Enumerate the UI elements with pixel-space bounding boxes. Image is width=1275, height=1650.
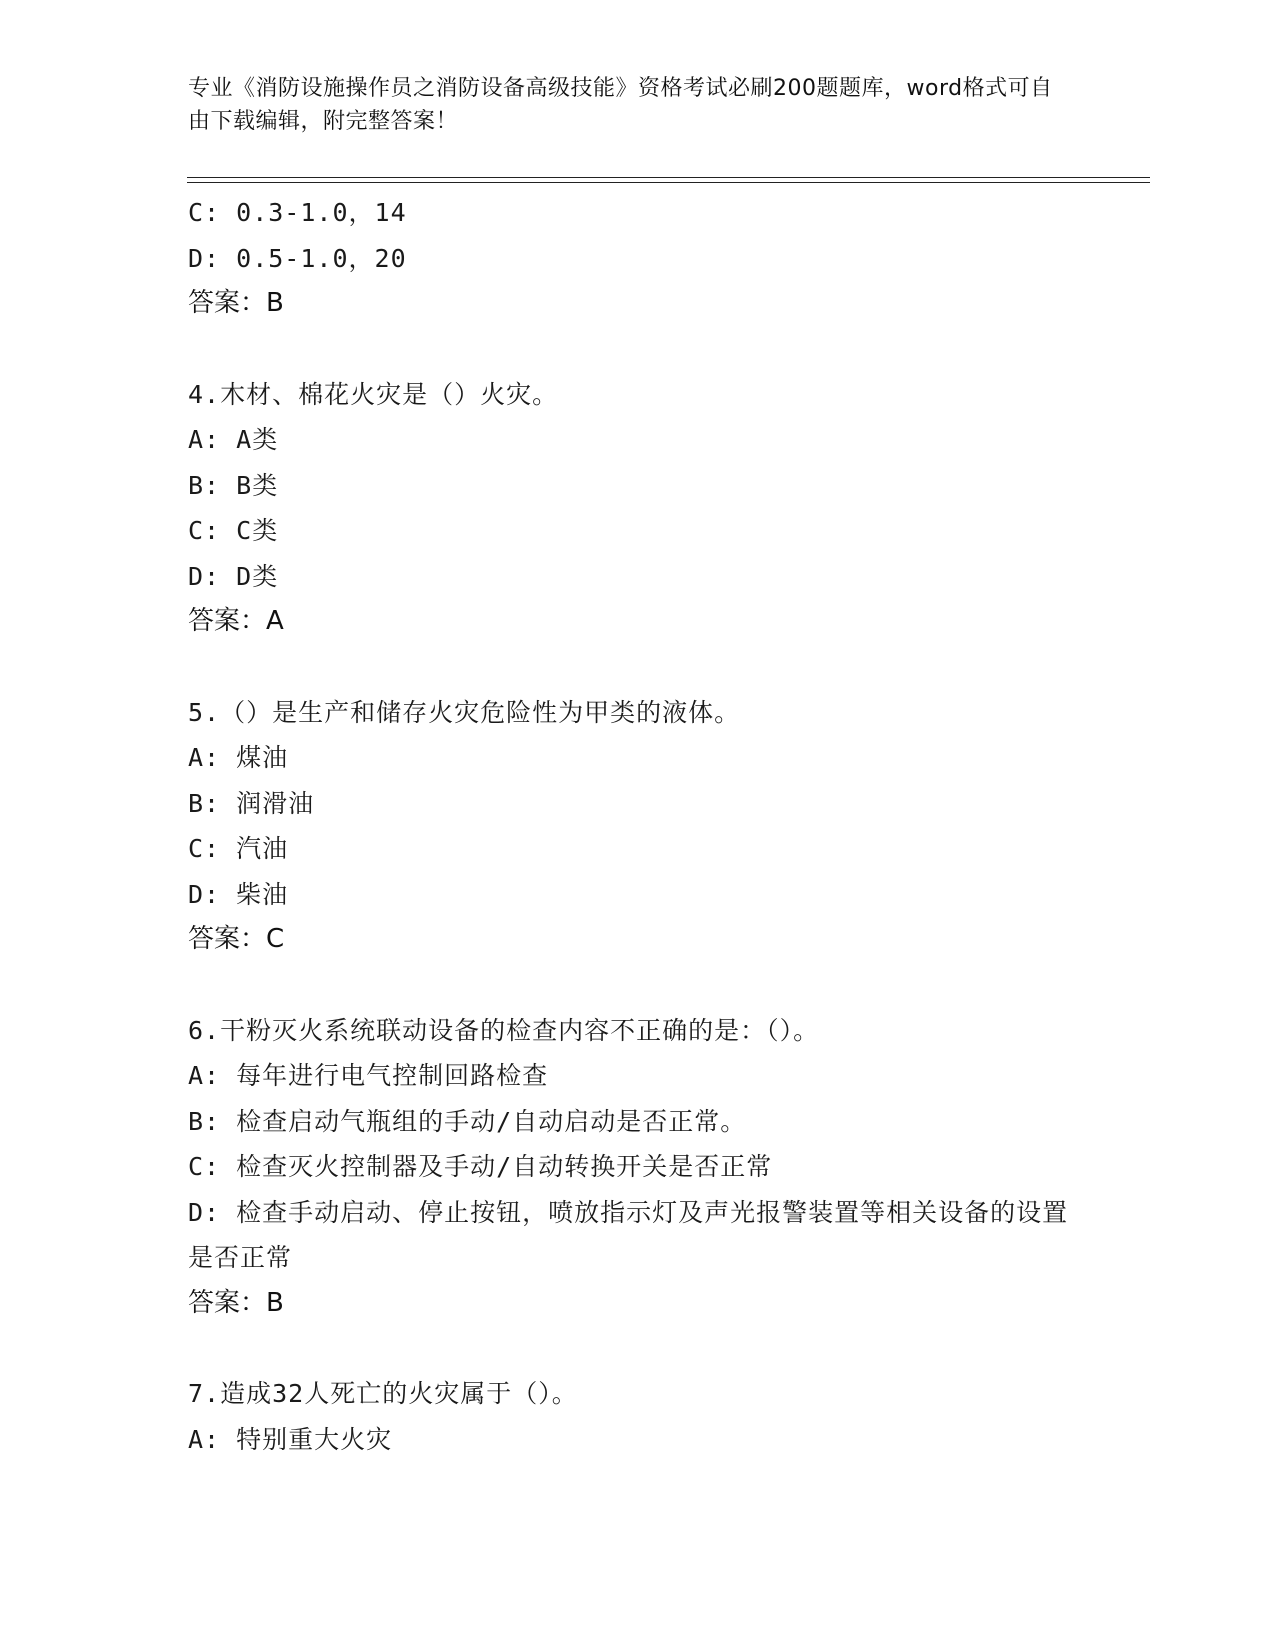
option-a: A: 每年进行电气控制回路检查 xyxy=(188,1061,549,1090)
header-divider-bottom xyxy=(187,182,1150,183)
spacer xyxy=(188,1326,1088,1371)
question-4 xyxy=(188,372,1088,645)
previous-question xyxy=(188,190,1088,327)
answer: 答案：C xyxy=(188,924,285,954)
question-stem: 4.木材、棉花火灾是（）火灾。 xyxy=(188,379,559,409)
document-intro: 专业《消防设施操作员之消防设备高级技能》资格考试必刷200题题库，word格式可自由下载编辑，附完整答案！ xyxy=(188,76,1053,134)
question-6 xyxy=(188,1008,1088,1327)
option-c: C: C类 xyxy=(188,516,279,545)
answer: 答案：A xyxy=(188,606,284,636)
spacer xyxy=(188,645,1088,690)
option-b: B: B类 xyxy=(188,470,279,500)
option-d: D: 0.5-1.0，20 xyxy=(188,243,407,273)
question-stem: 7.造成32人死亡的火灾属于（）。 xyxy=(188,1379,578,1408)
option-a: A: 特别重大火灾 xyxy=(188,1424,393,1454)
question-list xyxy=(188,190,1088,1462)
option-c: C: 0.3-1.0，14 xyxy=(188,198,407,227)
spacer xyxy=(188,327,1088,372)
question-5 xyxy=(188,690,1088,963)
option-a: A: 煤油 xyxy=(188,743,289,772)
option-a: A: A类 xyxy=(188,425,279,454)
header-divider-top xyxy=(187,177,1150,178)
option-b: B: 润滑油 xyxy=(188,788,315,818)
option-d: D: 柴油 xyxy=(188,879,289,909)
option-c: C: 检查灭火控制器及手动/自动转换开关是否正常 xyxy=(188,1152,773,1181)
question-stem: 6.干粉灭火系统联动设备的检查内容不正确的是：（）。 xyxy=(188,1015,820,1045)
option-b: B: 检查启动气瓶组的手动/自动启动是否正常。 xyxy=(188,1106,747,1136)
option-c: C: 汽油 xyxy=(188,834,289,863)
answer: 答案：B xyxy=(188,1287,284,1318)
option-d: D: 检查手动启动、停止按钮，喷放指示灯及声光报警装置等相关设备的设置是否正常 xyxy=(188,1197,1069,1272)
spacer xyxy=(188,963,1088,1008)
question-7 xyxy=(188,1371,1088,1462)
question-stem: 5.（）是生产和储存火灾危险性为甲类的液体。 xyxy=(188,697,741,727)
answer: 答案：B xyxy=(188,288,284,318)
option-d: D: D类 xyxy=(188,561,279,591)
